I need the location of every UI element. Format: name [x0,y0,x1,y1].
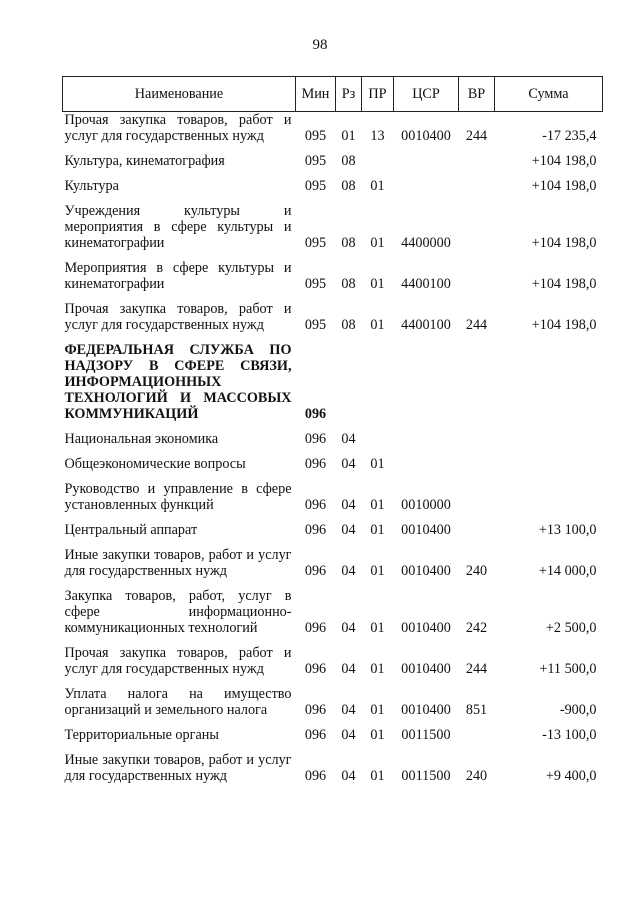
cell-pr: 01 [370,702,385,718]
cell-rz: 04 [341,431,356,447]
cell-vr [459,481,495,522]
cell-pr [362,153,394,178]
cell-min: 096 [304,431,327,447]
cell-csr: 4400000 [401,235,451,251]
cell-name: Учреждения культуры и мероприятия в сфере культуры и кинематографии [64,203,292,251]
cell-pr: 01 [370,276,385,292]
table-row [63,260,603,301]
table-body [63,112,603,794]
cell-sum: -17 235,4 [542,128,597,144]
cell-min: 095 [304,178,327,194]
cell-vr [459,260,495,301]
cell-rz: 01 [341,128,356,144]
cell-csr: 0011500 [401,768,451,784]
cell-min: 096 [304,563,327,579]
cell-sum: -13 100,0 [542,727,597,743]
cell-pr [362,342,394,431]
table-row [63,301,603,342]
cell-name: ФЕДЕРАЛЬНАЯ СЛУЖБА ПО НАДЗОРУ В СФЕРЕ СВЯЗИ, ИНФОРМАЦИОННЫХ ТЕХНОЛОГИЙ И МАССОВЫХ КОММУНИКАЦИЙ [64,342,292,422]
cell-rz: 08 [341,235,356,251]
cell-pr: 01 [370,661,385,677]
cell-name: Иные закупки товаров, работ и услуг для государственных нужд [64,547,292,579]
cell-min: 096 [304,768,327,784]
cell-csr [394,178,459,203]
cell-name: Закупка товаров, работ, услуг в сфере информационно-коммуникационных технологий [64,588,292,636]
header-csr: ЦСР [394,77,459,112]
cell-sum: +11 500,0 [539,661,597,677]
table-row [63,481,603,522]
table-row [63,645,603,686]
cell-min: 096 [304,620,327,636]
cell-vr: 240 [465,563,488,579]
cell-name: Прочая закупка товаров, работ и услуг для государственных нужд [64,645,292,677]
table-row [63,178,603,203]
cell-name: Мероприятия в сфере культуры и кинематографии [64,260,292,292]
cell-sum: +104 198,0 [531,178,597,194]
cell-name: Культура [64,178,119,194]
cell-sum: +13 100,0 [538,522,597,538]
cell-csr [394,431,459,456]
cell-min: 095 [304,235,327,251]
cell-sum [495,342,603,431]
cell-csr: 0010400 [401,702,451,718]
cell-min: 095 [304,128,327,144]
cell-csr: 0011500 [401,727,451,743]
cell-pr: 01 [370,768,385,784]
cell-sum: +104 198,0 [531,235,597,251]
cell-csr: 4400100 [401,276,451,292]
cell-vr [459,153,495,178]
header-pr: ПР [362,77,394,112]
cell-rz: 04 [341,620,356,636]
cell-vr: 244 [465,128,488,144]
cell-pr: 01 [370,563,385,579]
cell-sum: +9 400,0 [545,768,597,784]
cell-min: 096 [304,456,327,472]
cell-min: 095 [304,276,327,292]
header-min: Мин [296,77,336,112]
table-row [63,431,603,456]
cell-sum [495,431,603,456]
header-sum: Сумма [495,77,603,112]
cell-pr [362,431,394,456]
cell-csr: 0010400 [401,128,451,144]
cell-sum: +104 198,0 [531,317,597,333]
header-rz: Рз [336,77,362,112]
cell-name: Прочая закупка товаров, работ и услуг для государственных нужд [64,301,292,333]
cell-min: 096 [304,702,327,718]
cell-vr: 242 [465,620,488,636]
cell-rz: 08 [341,276,356,292]
header-name: Наименование [63,77,296,112]
cell-name: Культура, кинематография [64,153,225,169]
table-row [63,752,603,793]
cell-pr: 01 [370,235,385,251]
cell-sum: +104 198,0 [531,276,597,292]
cell-csr: 0010000 [401,497,451,513]
cell-name: Общеэкономические вопросы [64,456,246,472]
cell-vr: 851 [465,702,488,718]
cell-sum: +104 198,0 [531,153,597,169]
cell-vr [459,456,495,481]
table-row [63,153,603,178]
cell-min: 096 [304,497,327,513]
cell-pr: 13 [370,128,385,144]
cell-pr: 01 [370,497,385,513]
cell-min: 096 [304,406,327,422]
cell-csr: 0010400 [401,563,451,579]
cell-min: 096 [304,727,327,743]
cell-name: Прочая закупка товаров, работ и услуг для государственных нужд [64,112,292,144]
cell-vr [459,203,495,260]
cell-sum: +14 000,0 [538,563,597,579]
cell-pr: 01 [370,178,385,194]
cell-vr: 240 [465,768,488,784]
cell-pr: 01 [370,727,385,743]
cell-vr [459,522,495,547]
cell-rz: 08 [341,317,356,333]
cell-csr [394,342,459,431]
cell-rz: 04 [341,456,356,472]
cell-vr [459,178,495,203]
cell-name: Иные закупки товаров, работ и услуг для государственных нужд [64,752,292,784]
cell-name: Национальная экономика [64,431,219,447]
cell-vr [459,727,495,752]
cell-name: Руководство и управление в сфере установленных функций [64,481,292,513]
budget-table [62,76,603,793]
cell-min: 095 [304,153,327,169]
cell-sum [495,456,603,481]
cell-min: 095 [304,317,327,333]
cell-vr [459,431,495,456]
table-row [63,342,603,431]
cell-pr: 01 [370,317,385,333]
cell-csr: 0010400 [401,522,451,538]
cell-name: Уплата налога на имущество организаций и земельного налога [64,686,292,718]
cell-min: 096 [304,522,327,538]
cell-rz: 04 [341,702,356,718]
header-vr: ВР [459,77,495,112]
table-row [63,522,603,547]
table-row [63,727,603,752]
cell-csr: 0010400 [401,620,451,636]
table-row [63,112,603,154]
cell-min: 096 [304,661,327,677]
cell-sum: +2 500,0 [545,620,597,636]
cell-vr [459,342,495,431]
cell-pr: 01 [370,522,385,538]
table-row [63,203,603,260]
cell-rz: 08 [341,178,356,194]
cell-sum [495,481,603,522]
cell-name: Территориальные органы [64,727,219,743]
cell-rz: 04 [341,661,356,677]
cell-vr: 244 [465,317,488,333]
cell-csr: 4400100 [401,317,451,333]
cell-rz: 04 [341,727,356,743]
table-row [63,686,603,727]
page-number: 98 [312,37,328,53]
cell-rz: 08 [341,153,356,169]
cell-rz: 04 [341,768,356,784]
table-row [63,588,603,645]
cell-csr [394,456,459,481]
cell-csr: 0010400 [401,661,451,677]
cell-vr: 244 [465,661,488,677]
cell-pr: 01 [370,620,385,636]
cell-rz [336,342,362,431]
cell-csr [394,153,459,178]
table-header-row [63,77,603,112]
cell-rz: 04 [341,497,356,513]
cell-pr: 01 [370,456,385,472]
table-row [63,547,603,588]
cell-sum: -900,0 [559,702,597,718]
cell-rz: 04 [341,522,356,538]
table-row [63,456,603,481]
cell-rz: 04 [341,563,356,579]
cell-name: Центральный аппарат [64,522,198,538]
